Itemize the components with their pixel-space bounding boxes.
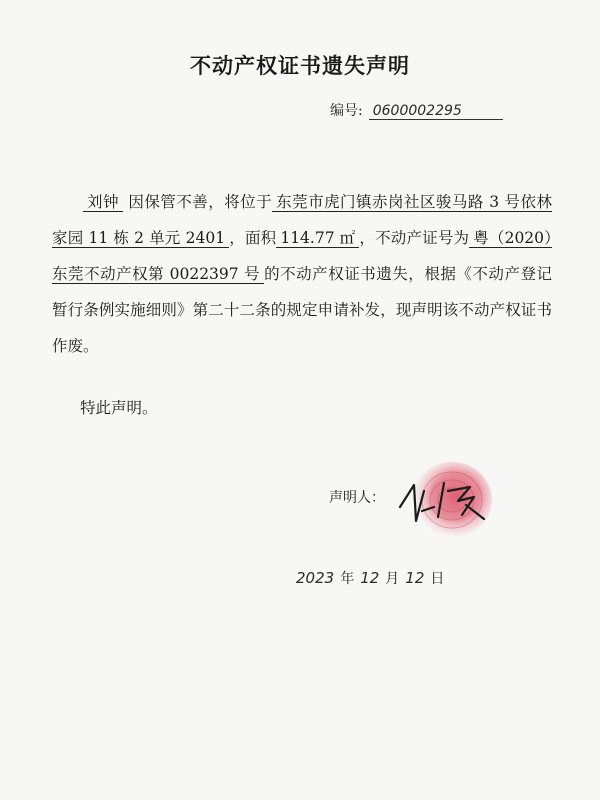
number-label: 编号: [330,103,363,119]
date-year-unit: 年 [340,571,355,587]
body-text-4: 的不动产权证书遗失，根据《不动产登记暂行条例实施细则》第二十二条的规定申请补发，现声明该不动产权证书作废。 [52,265,552,355]
fingerprint-signature-seal [392,455,502,555]
document-title: 不动产权证书遗失声明 [190,53,410,78]
declarer-name: 刘钟 [83,193,123,212]
date-month-unit: 月 [385,571,400,587]
body-text-2: ，面积 [229,229,277,247]
declarer-label: 声明人： [329,490,385,506]
fingerprint-mark [412,462,492,538]
statement-paragraph [52,184,552,364]
statement-date [290,568,444,588]
number-value: 0600002295 [369,103,503,120]
date-day: 12 [405,569,425,587]
date-day-unit: 日 [430,571,445,587]
certificate-number: 粤（2020）东莞不动产权第 0022397 号 [52,229,552,283]
body-text-1: 因保管不善，将位于 [128,193,273,211]
date-month: 12 [360,569,380,587]
property-area: 114.77 ㎡ [276,229,359,248]
statement-body [52,184,552,364]
property-address: 东莞市虎门镇赤岗社区骏马路 3 号依林家园 11 栋 2 单元 2401 [52,193,552,247]
closing-text: 特此声明。 [80,399,158,417]
body-text-3: ，不动产证号为 [359,229,470,247]
document-number [330,100,503,120]
date-year: 2023 [296,569,335,587]
